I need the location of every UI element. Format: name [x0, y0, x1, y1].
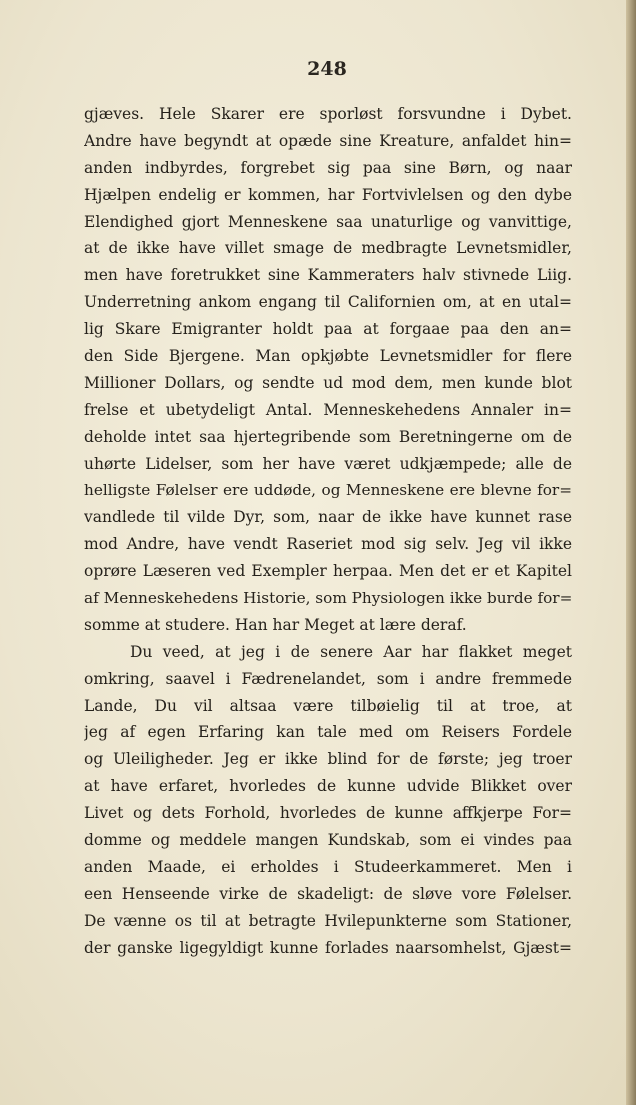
text-line: Underretning ankom engang til Californien om, at en utal= [84, 293, 572, 312]
page-edge-shadow [626, 0, 636, 1105]
text-line: af Menneskehedens Historie, som Physiologen ikke burde for= [84, 589, 572, 608]
text-line: Du veed, at jeg i de senere Aar har flakket meget [130, 642, 572, 661]
text-line: mod Andre, have vendt Raseriet mod sig selv. Jeg vil ikke [84, 535, 572, 554]
text-line: Lande, Du vil altsaa være tilbøielig til at troe, at [84, 696, 572, 715]
text-line: jeg af egen Erfaring kan tale med om Reisers Fordele [84, 723, 572, 742]
text-line: men have foretrukket sine Kammeraters halv stivnede Liig. [84, 266, 572, 285]
text-line: gjæves. Hele Skarer ere sporløst forsvundne i Dybet. [84, 105, 572, 123]
text-line: helligste Følelser ere uddøde, og Menneskene ere blevne for= [84, 481, 572, 500]
text-line: De vænne os til at betragte Hvilepunkterne som Stationer, [84, 911, 572, 930]
text-line: Andre have begyndt at opæde sine Kreature, anfaldet hin= [84, 131, 572, 150]
text-line: Millioner Dollars, og sendte ud mod dem, men kunde blot [84, 373, 572, 392]
text-line: at have erfaret, hvorledes de kunne udvide Blikket over [84, 777, 572, 796]
text-line: Elendighed gjort Menneskene saa unaturlige og vanvittige, [84, 212, 572, 231]
body-text [84, 101, 572, 962]
page-number: 248 [307, 58, 347, 80]
text-line: omkring, saavel i Fædrenelandet, som i andre fremmede [84, 669, 572, 688]
text-line: oprøre Læseren ved Exempler herpaa. Men det er et Kapitel [84, 562, 572, 581]
text-line: Hjælpen endelig er kommen, har Fortvivlelsen og den dybe [84, 185, 572, 204]
text-line: anden indbyrdes, forgrebet sig paa sine Børn, og naar [84, 158, 572, 177]
text-line: uhørte Lidelser, som her have været udkjæmpede; alle de [84, 454, 572, 473]
text-line: den Side Bjergene. Man opkjøbte Levnetsmidler for flere [84, 347, 572, 366]
text-line: anden Maade, ei erholdes i Studeerkammeret. Men i [84, 857, 572, 876]
text-line: lig Skare Emigranter holdt paa at forgaae paa den an= [84, 320, 572, 339]
text-line: somme at studere. Han har Meget at lære deraf. [84, 615, 467, 634]
text-line: een Henseende virke de skadeligt: de sløve vore Følelser. [84, 884, 572, 903]
text-line: at de ikke have villet smage de medbragte Levnetsmidler, [84, 239, 572, 258]
paragraph-2 [84, 639, 572, 962]
text-line: domme og meddele mangen Kundskab, som ei vindes paa [84, 831, 572, 850]
text-line: vandlede til vilde Dyr, som, naar de ikke have kunnet rase [84, 508, 572, 527]
text-line: Livet og dets Forhold, hvorledes de kunne affkjerpe For= [84, 804, 572, 823]
text-line: og Uleiligheder. Jeg er ikke blind for de første; jeg troer [84, 750, 572, 769]
paragraph-1 [84, 101, 572, 639]
text-line: frelse et ubetydeligt Antal. Menneskehedens Annaler in= [84, 400, 572, 419]
text-line: deholde intet saa hjertegribende som Beretningerne om de [84, 427, 572, 446]
text-line: der ganske ligegyldigt kunne forlades naarsomhelst, Gjæst= [84, 938, 572, 957]
